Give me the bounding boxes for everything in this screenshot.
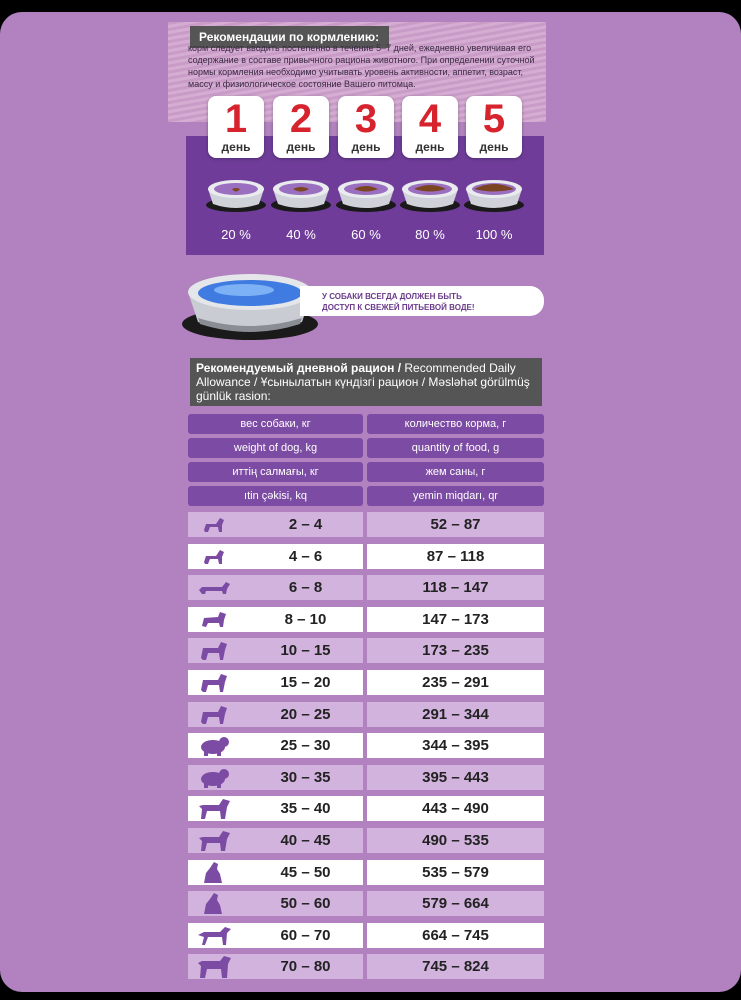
table-row-food [367,607,544,632]
ration-title-rest: Recommended Daily Allowance / Ұсынылатын күндізгі рацион / Məsləhət görülmüş günlük rasion: [196,361,530,403]
food-amount: 235 – 291 [422,674,489,691]
weight-range: 25 – 30 [280,737,331,755]
food-bowl-icon [335,171,397,213]
small-dog-icon [196,512,232,537]
food-amount: 87 – 118 [426,547,485,565]
day-card [208,96,264,158]
weight-range: 45 – 50 [280,863,331,881]
sitting-dog-icon [196,860,232,885]
table-row-food [367,860,544,885]
ration-title-bold: Рекомендуемый дневной рацион / [196,361,402,375]
table-row-food [367,828,544,853]
header-food: количество корма, г [367,414,544,434]
header-food: quantity of food, g [367,438,544,458]
weight-range: 15 – 20 [280,674,331,691]
table-row-food [367,796,544,821]
table-row-weight [188,891,363,916]
weight-range: 8 – 10 [284,610,327,628]
food-amount: 579 – 664 [422,895,489,913]
large-dog-icon [196,828,232,853]
table-row-food [367,702,544,727]
food-amount: 395 – 443 [422,768,489,786]
food-amount: 745 – 824 [422,958,489,976]
day-card [338,96,394,158]
weight-range: 20 – 25 [280,705,331,723]
water-note-line2: ДОСТУП К СВЕЖЕЙ ПИТЬЕВОЙ ВОДЕ! [322,303,475,312]
day-percent: 80 % [415,227,445,242]
fluffy-dog-icon [196,765,232,790]
dog-icon [196,638,232,663]
table-row-weight [188,512,363,537]
table-row-weight [188,796,363,821]
day-number: 2 [289,97,313,141]
table-row-weight [188,670,363,695]
day-percent: 100 % [475,227,513,242]
table-row-food [367,891,544,916]
sitting-dog-icon [196,891,232,916]
dog-icon [196,702,232,727]
food-amount: 535 – 579 [422,863,489,881]
weight-range: 2 – 4 [288,516,323,533]
food-bowl-icon [463,171,525,213]
day-number: 1 [224,97,248,141]
small-dog-icon [196,544,232,569]
header-weight: вес собаки, кг [188,414,363,434]
weight-range: 10 – 15 [280,642,331,660]
day-number: 5 [482,97,506,141]
table-row-food [367,733,544,758]
day-label: день [479,140,509,154]
dog-icon [196,670,232,695]
weight-range: 6 – 8 [288,579,323,597]
header-weight: weight of dog, kg [188,438,363,458]
food-amount: 52 – 87 [430,516,481,533]
day-label: день [286,140,316,154]
dachshund-icon [196,575,232,600]
food-amount: 147 – 173 [422,610,489,628]
table-row-food [367,544,544,569]
day-label: день [351,140,381,154]
table-row-weight [188,733,363,758]
day-card [402,96,458,158]
water-bowl-icon [180,262,320,342]
food-amount: 173 – 235 [422,642,489,660]
weight-range: 70 – 80 [280,958,331,976]
day-number: 4 [418,97,442,141]
food-amount: 490 – 535 [422,832,489,849]
table-row-food [367,923,544,948]
header-food: yemin miqdarı, qr [367,486,544,506]
food-bowl-icon [399,171,461,213]
weight-range: 60 – 70 [280,926,331,944]
table-row-weight [188,544,363,569]
day-percent: 20 % [221,227,251,242]
food-amount: 291 – 344 [422,705,489,723]
water-note-line1: У СОБАКИ ВСЕГДА ДОЛЖЕН БЫТЬ [322,292,462,301]
table-row-weight [188,765,363,790]
terrier-icon [196,607,232,632]
greyhound-icon [196,923,232,948]
header-food: жем саны, г [367,462,544,482]
table-row-weight [188,828,363,853]
header-weight: ıtin çəkisi, kq [188,486,363,506]
food-amount: 118 – 147 [422,579,489,597]
weight-range: 30 – 35 [280,768,331,786]
table-row-food [367,954,544,979]
ration-title [190,358,542,406]
food-amount: 664 – 745 [422,926,489,944]
weight-range: 4 – 6 [288,547,323,565]
day-card [466,96,522,158]
table-row-weight [188,923,363,948]
large-dog-icon [196,796,232,821]
weight-range: 40 – 45 [280,832,331,849]
food-bowl-icon [205,171,267,213]
day-percent: 60 % [351,227,381,242]
day-card [273,96,329,158]
food-amount: 344 – 395 [422,737,489,755]
table-row-weight [188,702,363,727]
day-label: день [415,140,445,154]
feeding-text: корм следует вводить постепенно в течение 5–7 дней, ежедневно увеличивая его содержание в составе привычного рациона животного. При определении суточной нормы кормления необходимо учитывать уровень активности, аппетит, возраст, массу и физиологическое состояние Вашего питомца. [188,43,535,89]
giant-dog-icon [196,954,232,979]
table-row-weight [188,638,363,663]
header-weight: иттің салмағы, кг [188,462,363,482]
weight-range: 35 – 40 [280,800,331,818]
table-row-weight [188,860,363,885]
weight-range: 50 – 60 [280,895,331,913]
table-row-food [367,670,544,695]
table-row-weight [188,954,363,979]
day-percent: 40 % [286,227,316,242]
table-row-weight [188,607,363,632]
food-amount: 443 – 490 [422,800,489,818]
table-row-weight [188,575,363,600]
table-row-food [367,575,544,600]
day-label: день [221,140,251,154]
table-row-food [367,638,544,663]
food-bowl-icon [270,171,332,213]
feeding-title: Рекомендации по кормлению: [190,26,389,48]
table-row-food [367,512,544,537]
water-note [300,286,544,316]
fluffy-dog-icon [196,733,232,758]
table-row-food [367,765,544,790]
day-number: 3 [354,97,378,141]
